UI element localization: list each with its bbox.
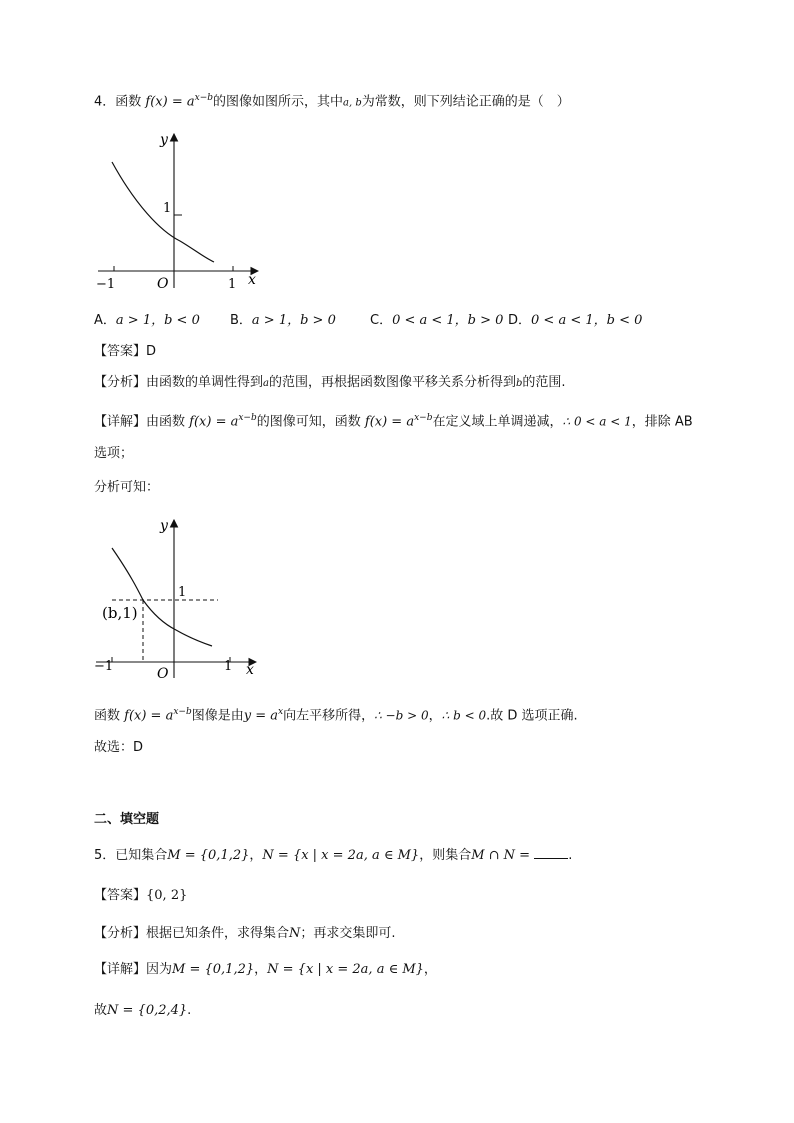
origin-label: O — [157, 666, 169, 682]
q4-stem — [94, 88, 570, 113]
y-label: y — [160, 518, 168, 534]
q4-detail-line2: 选项； — [94, 446, 134, 461]
pos-one-label: 1 — [228, 277, 237, 292]
q4-answer — [94, 342, 156, 362]
option-a[interactable]: A．a > 1，b < 0 — [94, 313, 200, 328]
analysis-tag: 【分析】 — [94, 375, 147, 390]
q5-detail: 【详解】因为M = {0,1,2}，N = {x | x = 2a, a ∈ M}， — [94, 962, 437, 977]
detail-tag: 【详解】 — [94, 962, 147, 977]
q4-stem-pre: 函数 — [115, 94, 146, 110]
q4-options — [94, 311, 642, 331]
q4-detail-line3: 分析可知： — [94, 480, 160, 495]
detail-tag: 【详解】 — [94, 414, 147, 430]
x-label: x — [246, 662, 254, 678]
answer-value: {0, 2} — [146, 888, 188, 903]
option-c[interactable]: C．0 < a < 1，b > 0 — [370, 313, 504, 328]
q5-stem: 5．已知集合M = {0,1,2}，N = {x | x = 2a, a ∈ M}，则集合M ∩ N = . — [94, 848, 573, 863]
q4-ab: a, b — [343, 97, 362, 109]
q4-number: 4． — [94, 94, 116, 110]
q4-detail: 【详解】由函数 $f(x) = a^{x-b}$的图像可知，函数 $f(x) = a^{x-b}$在定义域上单调递减，∴ 0 < a < 1，排除 AB — [94, 413, 693, 430]
x-label: x — [248, 272, 256, 288]
neg-one-label: −1 — [94, 659, 114, 674]
pos-one-label: 1 — [224, 659, 233, 674]
q4-graph — [90, 126, 270, 294]
answer-tag: 【答案】 — [94, 344, 147, 359]
y-label: y — [160, 132, 168, 148]
answer-tag: 【答案】 — [94, 888, 147, 903]
neg-one-label: −1 — [96, 277, 116, 292]
q5-analysis: 【分析】根据已知条件，求得集合N；再求交集即可. — [94, 926, 396, 941]
q5-hence: 故N = {0,2,4}. — [94, 1003, 192, 1018]
function-curve — [112, 548, 212, 646]
point-label: (b,1) — [102, 604, 138, 622]
origin-label: O — [157, 276, 169, 292]
answer-blank[interactable] — [534, 846, 568, 859]
option-d[interactable]: D．0 < a < 1，b < 0 — [508, 313, 643, 328]
q4-stem-post: 为常数，则下列结论正确的是（ ） — [361, 94, 570, 110]
q4-func-exp: x−b — [194, 93, 214, 103]
y-one-label: 1 — [178, 585, 187, 600]
q4-graph-analysis — [90, 512, 270, 684]
q5-number: 5． — [94, 848, 116, 863]
section-title: 二、填空题 — [94, 812, 160, 827]
answer-value: D — [146, 344, 157, 359]
q4-func: f(x) = a — [145, 94, 195, 110]
q4-analysis: 【分析】由函数的单调性得到a的范围，再根据函数图像平移关系分析得到b的范围. — [94, 375, 566, 390]
q4-shift: 函数 $f(x) = a^{x-b}$图像是由$y = a^x$向左平移所得，∴ −b > 0，∴ b < 0.故 D 选项正确. — [94, 707, 578, 724]
q4-stem-mid: 的图像如图所示，其中 — [213, 94, 344, 110]
q4-choose: 故选：D — [94, 740, 144, 755]
option-b[interactable]: B．a > 1，b > 0 — [230, 313, 336, 328]
analysis-tag: 【分析】 — [94, 926, 147, 941]
q5-answer — [94, 886, 187, 906]
y-one-label: 1 — [163, 201, 172, 216]
